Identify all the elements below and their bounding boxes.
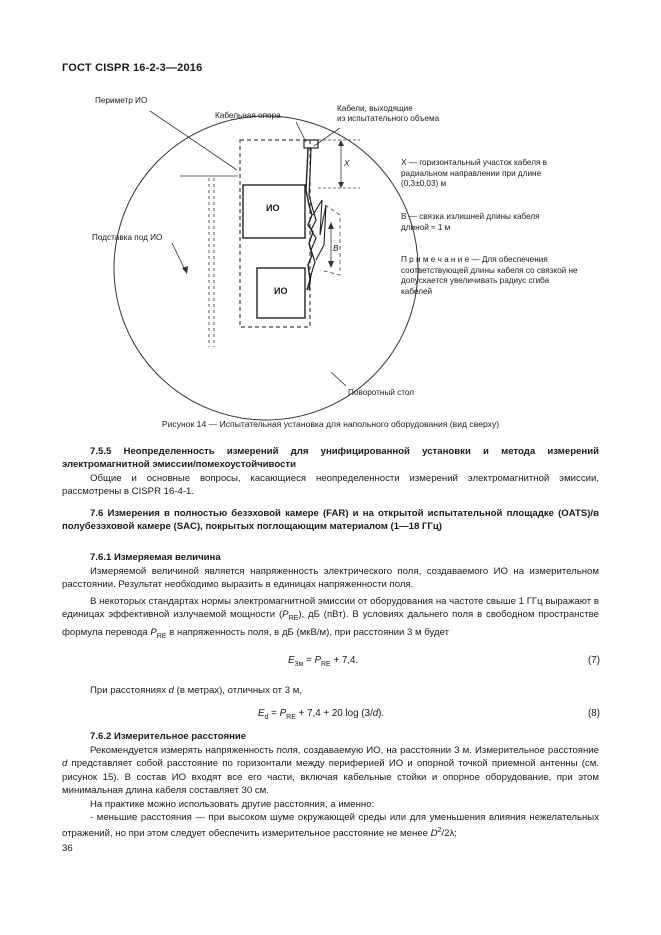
para-7-6-1-c-part1: При расстояниях [90, 685, 169, 696]
f7-e: E [288, 655, 295, 666]
var-big-d: D [430, 828, 438, 840]
cable-support [304, 140, 318, 148]
formula-7: $E_{3м} = P_{RE} + 7,4$. [288, 655, 359, 668]
label-b-marker: B [333, 244, 339, 253]
label-eut-top: ИО [266, 203, 280, 213]
var-p-re-sub-2: RE [156, 632, 167, 640]
para-7-6-1-b-part3: в напряженность поля, в дБ (мкВ/м), при расстоянии 3 м будет [166, 626, 450, 638]
label-perimeter: Периметр ИО [95, 96, 148, 105]
para-7-6-2-c-part2: /2λ; [441, 828, 457, 840]
formula-7-number: (7) [588, 655, 600, 666]
x-arrowhead-up [338, 140, 344, 146]
leader-cables [314, 128, 340, 146]
f7-rhs: + 7,4. [330, 655, 359, 666]
figure-caption: Рисунок 14 — Испытательная установка для напольного оборудования (вид сверху) [161, 419, 500, 429]
formula-8-number: (8) [588, 708, 600, 719]
var-p-re: P [282, 609, 289, 621]
label-cables-exit: Кабели, выходящие из испытательного объема [337, 104, 440, 123]
f7-p: P [314, 655, 321, 666]
leader-turntable [331, 372, 346, 386]
para-7-6-2-c [62, 811, 599, 841]
para-7-6-1-b-part1: В некоторых стандартах нормы электромагнитной эмиссии от оборудования на частоте свыше 1 ГГц выражают в единицах эффективной излучаемой мощности ( [62, 596, 599, 621]
f8-e: E [258, 708, 265, 719]
para-7-6-1-c-part2: (в метрах), отличных от 3 м, [174, 685, 302, 696]
var-d-2: d [62, 758, 68, 770]
heading-7-6: 7.6 Измерения в полностью безэховой камере (FAR) и на открытой испытательной площадке (OATS)/в полубезэховой камере (SAC), покрытых поглощающим материалом (1—18 ГГц) [62, 508, 599, 533]
label-stand: Подставка под ИО [92, 233, 163, 242]
heading-7-6-1: 7.6.1 Измеряемая величина [90, 552, 221, 563]
label-eut-bottom: ИО [274, 286, 288, 296]
para-7-6-2-a-part1: Рекомендуется измерять напряженность поля, создаваемую ИО, на расстоянии 3 м. Измерительное расстояние [90, 745, 599, 756]
heading-7-6-2: 7.6.2 Измерительное расстояние [90, 731, 247, 742]
label-x-marker: X [344, 159, 350, 168]
f7-p-sub: RE [320, 660, 331, 668]
label-turntable: Поворотный стол [348, 388, 415, 397]
b-arrowhead-up [328, 222, 334, 229]
document-header: ГОСТ CISPR 16-2-3—2016 [62, 62, 203, 74]
para-7-6-1-a: Измеряемой величиной является напряженность электрического поля, создаваемого ИО на измерительном расстоянии. Результат необходимо выразить в единицах напряженности поля. [62, 566, 599, 591]
f8-p-sub: RE [286, 713, 296, 721]
f8-rhs-b: ). [378, 708, 385, 719]
page-number: 36 [62, 843, 73, 854]
leader-stand-arrow [182, 266, 188, 274]
var-p-re-sub: RE [288, 615, 299, 623]
para-7-5-5: Общие и основные вопросы, касающиеся неопределенности измерений электромагнитной эмиссии, рассмотрены в CISPR 16-4-1. [62, 473, 599, 498]
para-7-6-2-b: На практике можно использовать другие расстояния, а именно: [90, 799, 375, 810]
formula-8: $E_d = P_{RE} + 7,4 + 20$ log (3/d). [258, 708, 385, 721]
legend-note: П р и м е ч а н и е — Для обеспечения соответствующей длины кабеля со связкой не допускается увеличивать радиус сгиба кабелей [401, 255, 578, 296]
heading-7-5-5: 7.5.5 Неопределенность измерений для унифицированной установки и метода измерений электромагнитной эмиссии/помехоустойчивости [62, 446, 599, 471]
f8-p: P [279, 708, 287, 719]
f8-d: d [372, 708, 379, 719]
b-arrowhead-down [328, 261, 334, 268]
x-arrowhead-down [338, 182, 344, 188]
legend-b-item: B — связка излишней длины кабеля длиной ≈ 1 м [401, 212, 540, 232]
para-7-6-1-b [62, 595, 599, 643]
para-7-6-1-c [62, 684, 599, 697]
leader-cable-support [296, 122, 306, 142]
para-7-6-2-a-part2: представляет собой расстояние по горизонтали между периферией ИО и опорной точкой приемной антенны (см. рисунок 15). В состав ИО входят все его части, включая кабельные стойки и опорное оборудование, при этом минимальная длина кабеля составляет 30 см. [62, 758, 599, 797]
para-7-6-1-b-part2: ), дБ (пВт). В условиях дальнего поля в свободном пространстве формула перевода [62, 609, 599, 638]
cable-bundle [313, 200, 326, 260]
legend-x-item: X — горизонтальный участок кабеля в радиальном направлении при длине (0,3±0,03) м [401, 158, 548, 188]
f7-e-sub: 3м [294, 660, 304, 668]
f8-rhs-a: + 7,4 + 20 log (3/ [295, 708, 373, 719]
var-p-re-2: P [150, 626, 157, 638]
var-d: d [168, 685, 174, 696]
para-7-6-2-c-part1: - меньшие расстояния — при высоком шуме окружающей среды или для уменьшения влияния нежелательных отражений, но при этом следует обеспечить измерительное расстояние не менее [62, 812, 599, 840]
eut-perimeter-rect [240, 140, 310, 327]
label-cable-support: Кабельная опора [215, 111, 281, 120]
para-7-6-2-a [62, 744, 599, 798]
f8-e-sub: d [264, 713, 269, 721]
var-big-d-sup: 2 [437, 827, 442, 835]
